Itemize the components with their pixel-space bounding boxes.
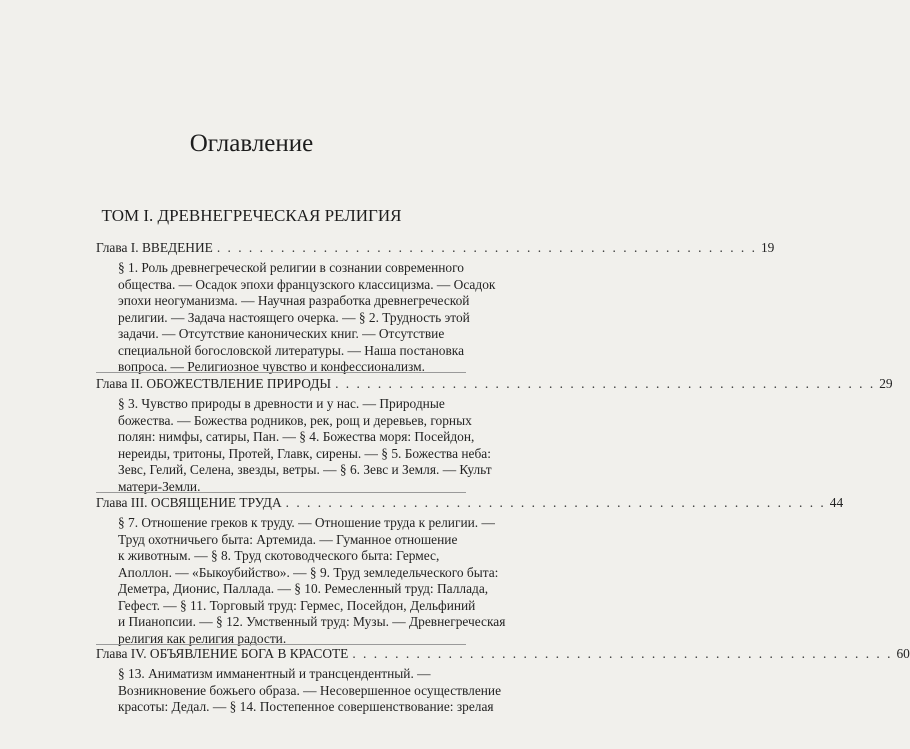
summary-line: § 1. Роль древнегреческой религии в сознании современного xyxy=(118,260,464,275)
summary-line: § 3. Чувство природы в древности и у нас. — Природные xyxy=(118,396,445,411)
chapter-title: Глава III. ОСВЯЩЕНИЕ ТРУДА xyxy=(96,495,282,510)
chapter-page-number: 19 xyxy=(760,240,775,255)
summary-line: Труд охотничьего быта: Артемида. — Гуманное отношение xyxy=(118,531,458,547)
summary-line: эпохи неогуманизма. — Научная разработка древнегреческой xyxy=(118,293,470,308)
summary-line: нереиды, тритоны, Протей, Главк, сирены. — § 5. Божества неба: xyxy=(118,445,491,461)
dot-leader: . . . . . . . . . . . . . . . . . . . . . . . . . . . . . . . . . . . . . . . . . . . . . . . . . . . xyxy=(216,240,757,255)
dot-leader: . . . . . . . . . . . . . . . . . . . . . . . . . . . . . . . . . . . . . . . . . . . . . . . . . . . xyxy=(285,495,826,510)
summary-line: к животным. — § 8. Труд скотоводческого быта: Гермес, xyxy=(118,548,440,563)
chapter-summary xyxy=(118,260,496,376)
chapter-summary xyxy=(118,515,506,647)
summary-line: Гефест. — § 11. Торговый труд: Гермес, Посейдон, Дельфиний xyxy=(118,597,476,613)
section-divider xyxy=(96,492,466,493)
summary-line: общества. — Осадок эпохи французского классицизма. — Осадок xyxy=(118,276,496,292)
summary-line: Зевс, Гелий, Селена, звезды, ветры. — § 6. Зевс и Земля. — Культ xyxy=(118,462,492,477)
chapter-page-number: 29 xyxy=(879,376,893,391)
summary-line: и Пианопсии. — § 12. Умственный труд: Музы. — Древнегреческая xyxy=(118,614,506,629)
summary-line: Аполлон. — «Быкоубийство». — § 9. Труд земледельческого быта: xyxy=(118,564,499,580)
chapter-title: Глава II. ОБОЖЕСТВЛЕНИЕ ПРИРОДЫ xyxy=(96,376,332,391)
chapter-summary xyxy=(118,396,492,495)
summary-line: § 13. Аниматизм имманентный и трансцендентный. — xyxy=(118,666,431,681)
summary-line: красоты: Дедал. — § 14. Постепенное совершенствование: зрелая xyxy=(118,699,494,714)
chapter-page-number: 60 xyxy=(896,646,910,661)
toc-chapter-2[interactable] xyxy=(96,376,893,392)
chapter-title: Глава I. ВВЕДЕНИЕ xyxy=(96,240,213,255)
section-divider xyxy=(96,372,466,373)
section-divider xyxy=(96,644,466,645)
summary-line: религия как религия радости. xyxy=(118,630,287,646)
summary-line: религии. — Задача настоящего очерка. — § 2. Трудность этой xyxy=(118,309,470,325)
page-title: Оглавление xyxy=(189,130,314,157)
summary-line: полян: нимфы, сатиры, Пан. — § 4. Божества моря: Посейдон, xyxy=(118,429,475,444)
dot-leader: . . . . . . . . . . . . . . . . . . . . . . . . . . . . . . . . . . . . . . . . . . . . . . . . . . . xyxy=(352,646,893,661)
summary-line: § 7. Отношение греков к труду. — Отношение труда к религии. — xyxy=(118,515,495,530)
chapter-page-number: 44 xyxy=(829,495,844,510)
volume-title: ТОМ I. ДРЕВНЕГРЕЧЕСКАЯ РЕЛИГИЯ xyxy=(101,206,402,225)
toc-chapter-4[interactable] xyxy=(96,646,910,662)
summary-line: задачи. — Отсутствие канонических книг. — Отсутствие xyxy=(118,326,445,341)
toc-chapter-3[interactable] xyxy=(96,495,844,511)
summary-line: специальной богословской литературы. — Наша постановка xyxy=(118,342,465,358)
summary-line: матери-Земли. xyxy=(118,478,201,494)
summary-line: божества. — Божества родников, рек, рощ и деревьев, горных xyxy=(118,412,472,428)
summary-line: Возникновение божьего образа. — Несовершенное осуществление xyxy=(118,682,502,698)
toc-chapter-1[interactable] xyxy=(96,240,775,256)
chapter-title: Глава IV. ОБЪЯВЛЕНИЕ БОГА В КРАСОТЕ xyxy=(96,646,349,661)
chapter-summary xyxy=(118,666,502,716)
dot-leader: . . . . . . . . . . . . . . . . . . . . . . . . . . . . . . . . . . . . . . . . . . . . . . . . . . . xyxy=(335,376,876,391)
summary-line: Деметра, Дионис, Паллада. — § 10. Ремесленный труд: Паллада, xyxy=(118,581,489,596)
summary-line: вопроса. — Религиозное чувство и конфессионализм. xyxy=(118,359,425,374)
